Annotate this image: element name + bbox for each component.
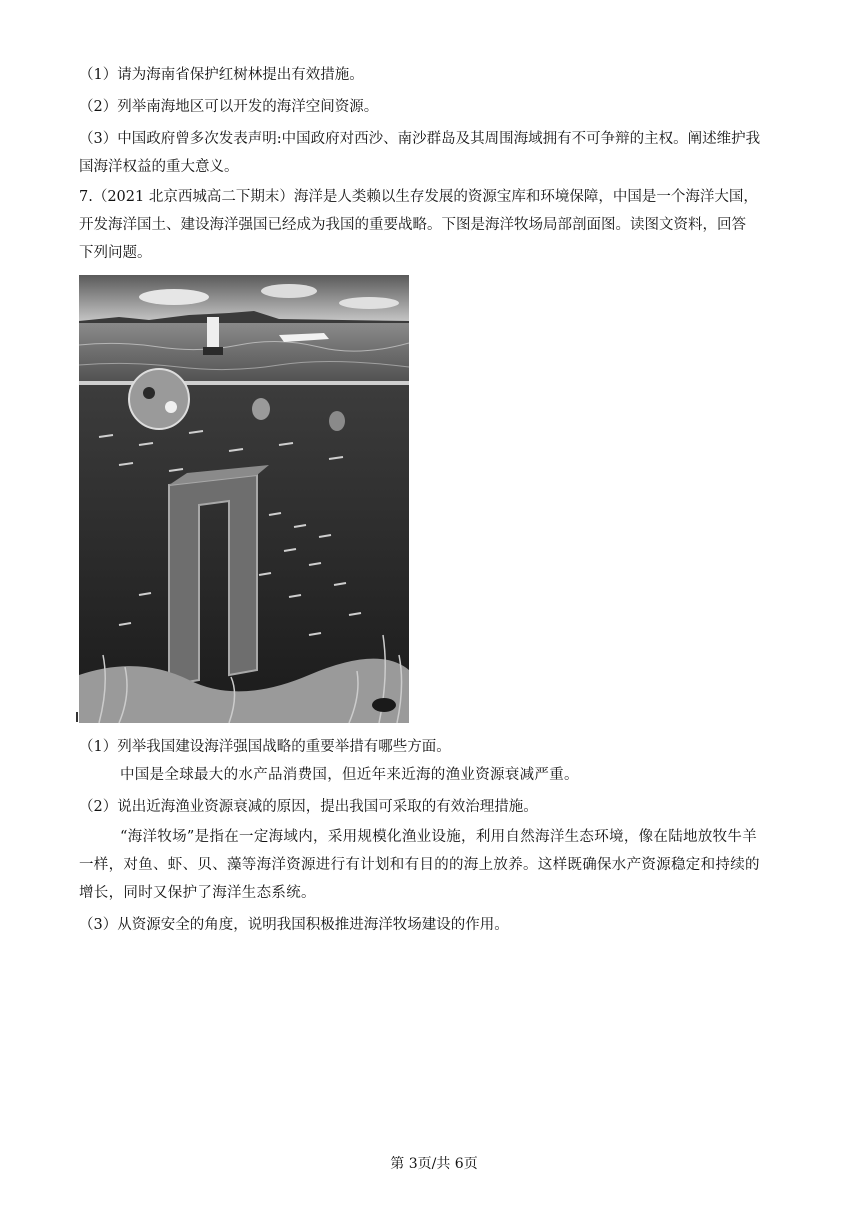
- question-7-stem-line-3: 下列问题。: [79, 245, 152, 261]
- material-2-line-2: 一样，对鱼、虾、贝、藻等海洋资源进行有计划和有目的的海上放养。这样既确保水产资源稳定和持续的: [79, 857, 760, 873]
- figure-edge-mark: [76, 712, 78, 722]
- material-2-line-3: 增长，同时又保护了海洋生态系统。: [79, 885, 316, 901]
- question-7-part-1: （1）列举我国建设海洋强国战略的重要举措有哪些方面。: [79, 739, 451, 755]
- question-6-part-3-line-2: 国海洋权益的重大意义。: [79, 159, 239, 175]
- material-2-line-1: “海洋牧场”是指在一定海域内，采用规模化渔业设施，利用自然海洋生态环境，像在陆地放牧牛羊: [120, 829, 758, 845]
- question-7-part-2: （2）说出近海渔业资源衰减的原因，提出我国可采取的有效治理措施。: [79, 799, 538, 815]
- question-7-stem-line-2: 开发海洋国土、建设海洋强国已经成为我国的重要战略。下图是海洋牧场局部剖面图。读图文资料，回答: [79, 217, 746, 233]
- page-footer: 第 3页/共 6页: [390, 1156, 478, 1172]
- ocean-ranch-cross-section-figure: [79, 275, 409, 723]
- question-7-part-3: （3）从资源安全的角度，说明我国积极推进海洋牧场建设的作用。: [79, 917, 509, 933]
- material-1: 中国是全球最大的水产品消费国，但近年来近海的渔业资源衰减严重。: [120, 767, 579, 783]
- question-6-part-2: （2）列举南海地区可以开发的海洋空间资源。: [79, 99, 379, 115]
- question-6-part-1: （1）请为海南省保护红树林提出有效措施。: [79, 67, 364, 83]
- question-7-stem-line-1: 7.（2021 北京西城高二下期末）海洋是人类赖以生存发展的资源宝库和环境保障，中国是一个海洋大国，: [79, 189, 758, 205]
- question-6-part-3-line-1: （3）中国政府曾多次发表声明:中国政府对西沙、南沙群岛及其周围海域拥有不可争辩的主权。阐述维护我: [79, 131, 761, 147]
